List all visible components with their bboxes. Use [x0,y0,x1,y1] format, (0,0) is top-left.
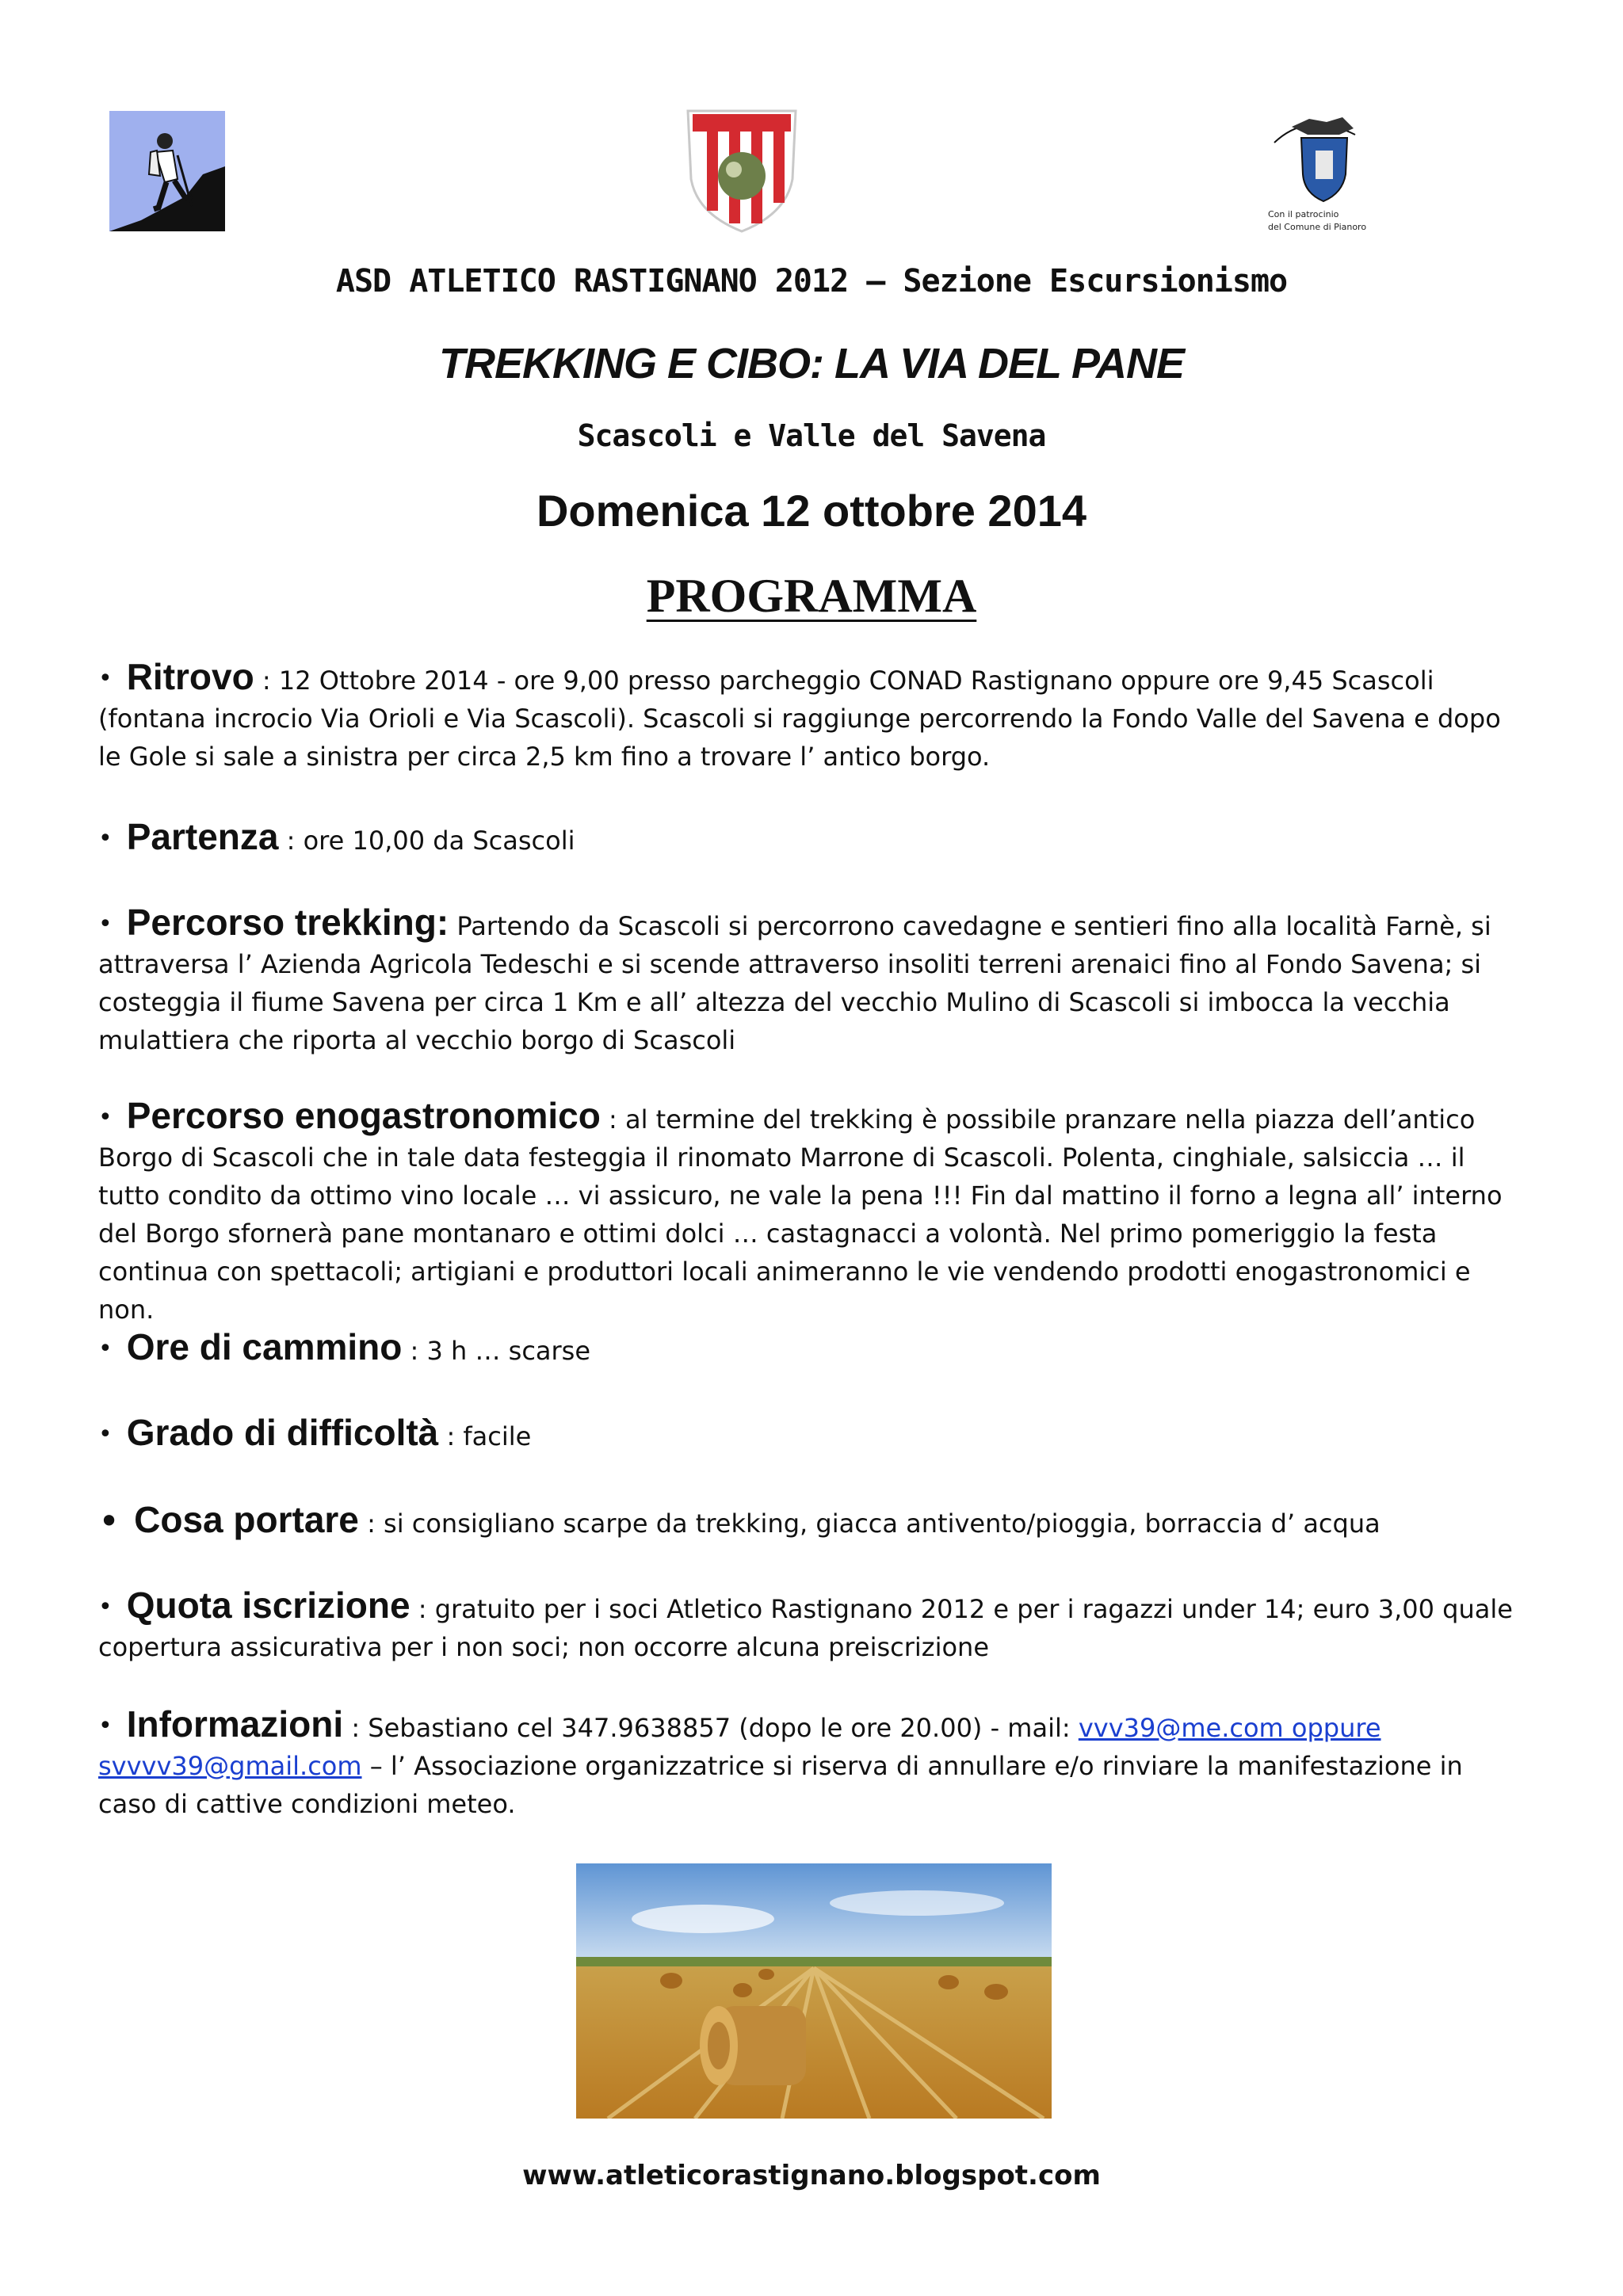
section-text: : 12 Ottobre 2014 - ore 9,00 presso parcheggio CONAD Rastignano oppure ore 9,45 Scascoli (fontana incrocio Via Orioli e Via Scascoli). Scascoli si raggiunge percorrendo la Fondo Valle del Savena e dopo le Gole si sale a sinistra per circa 2,5 km fino a trovare l’ antico borgo. [98,666,1501,772]
section-label: Informazioni [126,1703,344,1745]
email-link-me[interactable]: vvv39@me.com oppure [1078,1713,1381,1743]
org-line: ASD ATLETICO RASTIGNANO 2012 – Sezione Escursionismo [335,263,1288,299]
event-subtitle: Scascoli e Valle del Savena [577,418,1046,453]
section-ritrovo [98,658,1525,776]
section-text: : al termine del trekking è possibile pranzare nella piazza dell’antico Borgo di Scascoli che in tale data festeggia il rinomato Marrone di Scascoli. Polenta, cinghiale, salsiccia … il tutto condito da ottimo vino locale … vi assicuro, ne vale la pena !!! Fin dal mattino il forno a legna all’ interno del Borgo sfornerà pane montanaro e ottimi dolci … castagnacci a volontà. Nel primo pomeriggio la festa continua con spettacoli; artigiani e produttori locali animeranno le vie vendendo prodotti enogastronomici e non. [98,1104,1503,1325]
section-quota-iscrizione [98,1586,1525,1666]
section-cosa-portare [98,1501,1525,1543]
section-label: Ore di cammino [126,1326,403,1367]
section-label: Grado di difficoltà [126,1412,439,1453]
bullet-icon: • [98,1335,113,1363]
bullet-icon: • [98,1500,120,1543]
section-grado-di-difficolta [98,1413,1525,1455]
section-label: Percorso trekking: [126,902,449,943]
bullet-icon: • [98,1712,113,1740]
section-partenza [98,818,1525,860]
section-text: : 3 h … scarse [402,1336,591,1366]
hay-bales-field-photo [576,1863,1052,2119]
comune-caption-line1: Con il patrocinio [1268,209,1339,219]
section-label: Ritrovo [126,656,254,697]
section-text: Partendo da Scascoli si percorrono cavedagne e sentieri fino alla località Farnè, si attraversa l’ Azienda Agricola Tedeschi e si scende attraverso insoliti terreni arenaici fino al Fondo Savena; si costeggia il fiume Savena per circa 1 Km e all’ altezza del vecchio Mulino di Scascoli si imbocca la vecchia mulattiera che riporta al vecchio borgo di Scascoli [98,911,1491,1055]
comune-caption-line2: del Comune di Pianoro [1268,222,1367,232]
bullet-icon: • [98,1104,113,1131]
footer-website-url[interactable]: www.atleticorastignano.blogspot.com [522,2160,1101,2191]
section-ore-di-cammino [98,1328,1525,1370]
section-label: Cosa portare [134,1499,359,1540]
comune-pianoro-crest [1260,111,1395,238]
section-percorso-trekking [98,903,1525,1059]
club-shield-logo [683,103,800,235]
section-percorso-enogastronomico [98,1097,1525,1329]
programma-heading: PROGRAMMA [646,570,977,622]
section-label: Quota iscrizione [126,1585,411,1626]
section-label: Percorso enogastronomico [126,1095,601,1136]
bullet-icon: • [98,825,113,852]
event-date: Domenica 12 ottobre 2014 [536,486,1087,536]
section-text: : Sebastiano cel 347.9638857 (dopo le ore 20.00) - mail: [343,1713,1079,1743]
bullet-icon: • [98,1421,113,1448]
section-text: : ore 10,00 da Scascoli [278,826,575,856]
section-text: : facile [438,1421,532,1451]
section-label: Partenza [126,816,279,857]
section-text-after: – l’ Associazione organizzatrice si riserva di annullare e/o rinviare la manifestazione in caso di cattive condizioni meteo. [98,1751,1463,1819]
section-informazioni [98,1705,1525,1823]
hiker-logo-icon [109,111,225,231]
section-text: : si consigliano scarpe da trekking, giacca antivento/pioggia, borraccia d’ acqua [358,1508,1381,1539]
bullet-icon: • [98,665,113,692]
bullet-icon: • [98,1593,113,1621]
event-title: TREKKING E CIBO: LA VIA DEL PANE [438,340,1185,387]
bullet-icon: • [98,910,113,938]
section-text: : gratuito per i soci Atletico Rastignano 2012 e per i ragazzi under 14; euro 3,00 quale copertura assicurativa per i non soci; non occorre alcuna preiscrizione [98,1594,1513,1662]
email-link-gmail[interactable]: svvvv39@gmail.com [98,1751,362,1781]
